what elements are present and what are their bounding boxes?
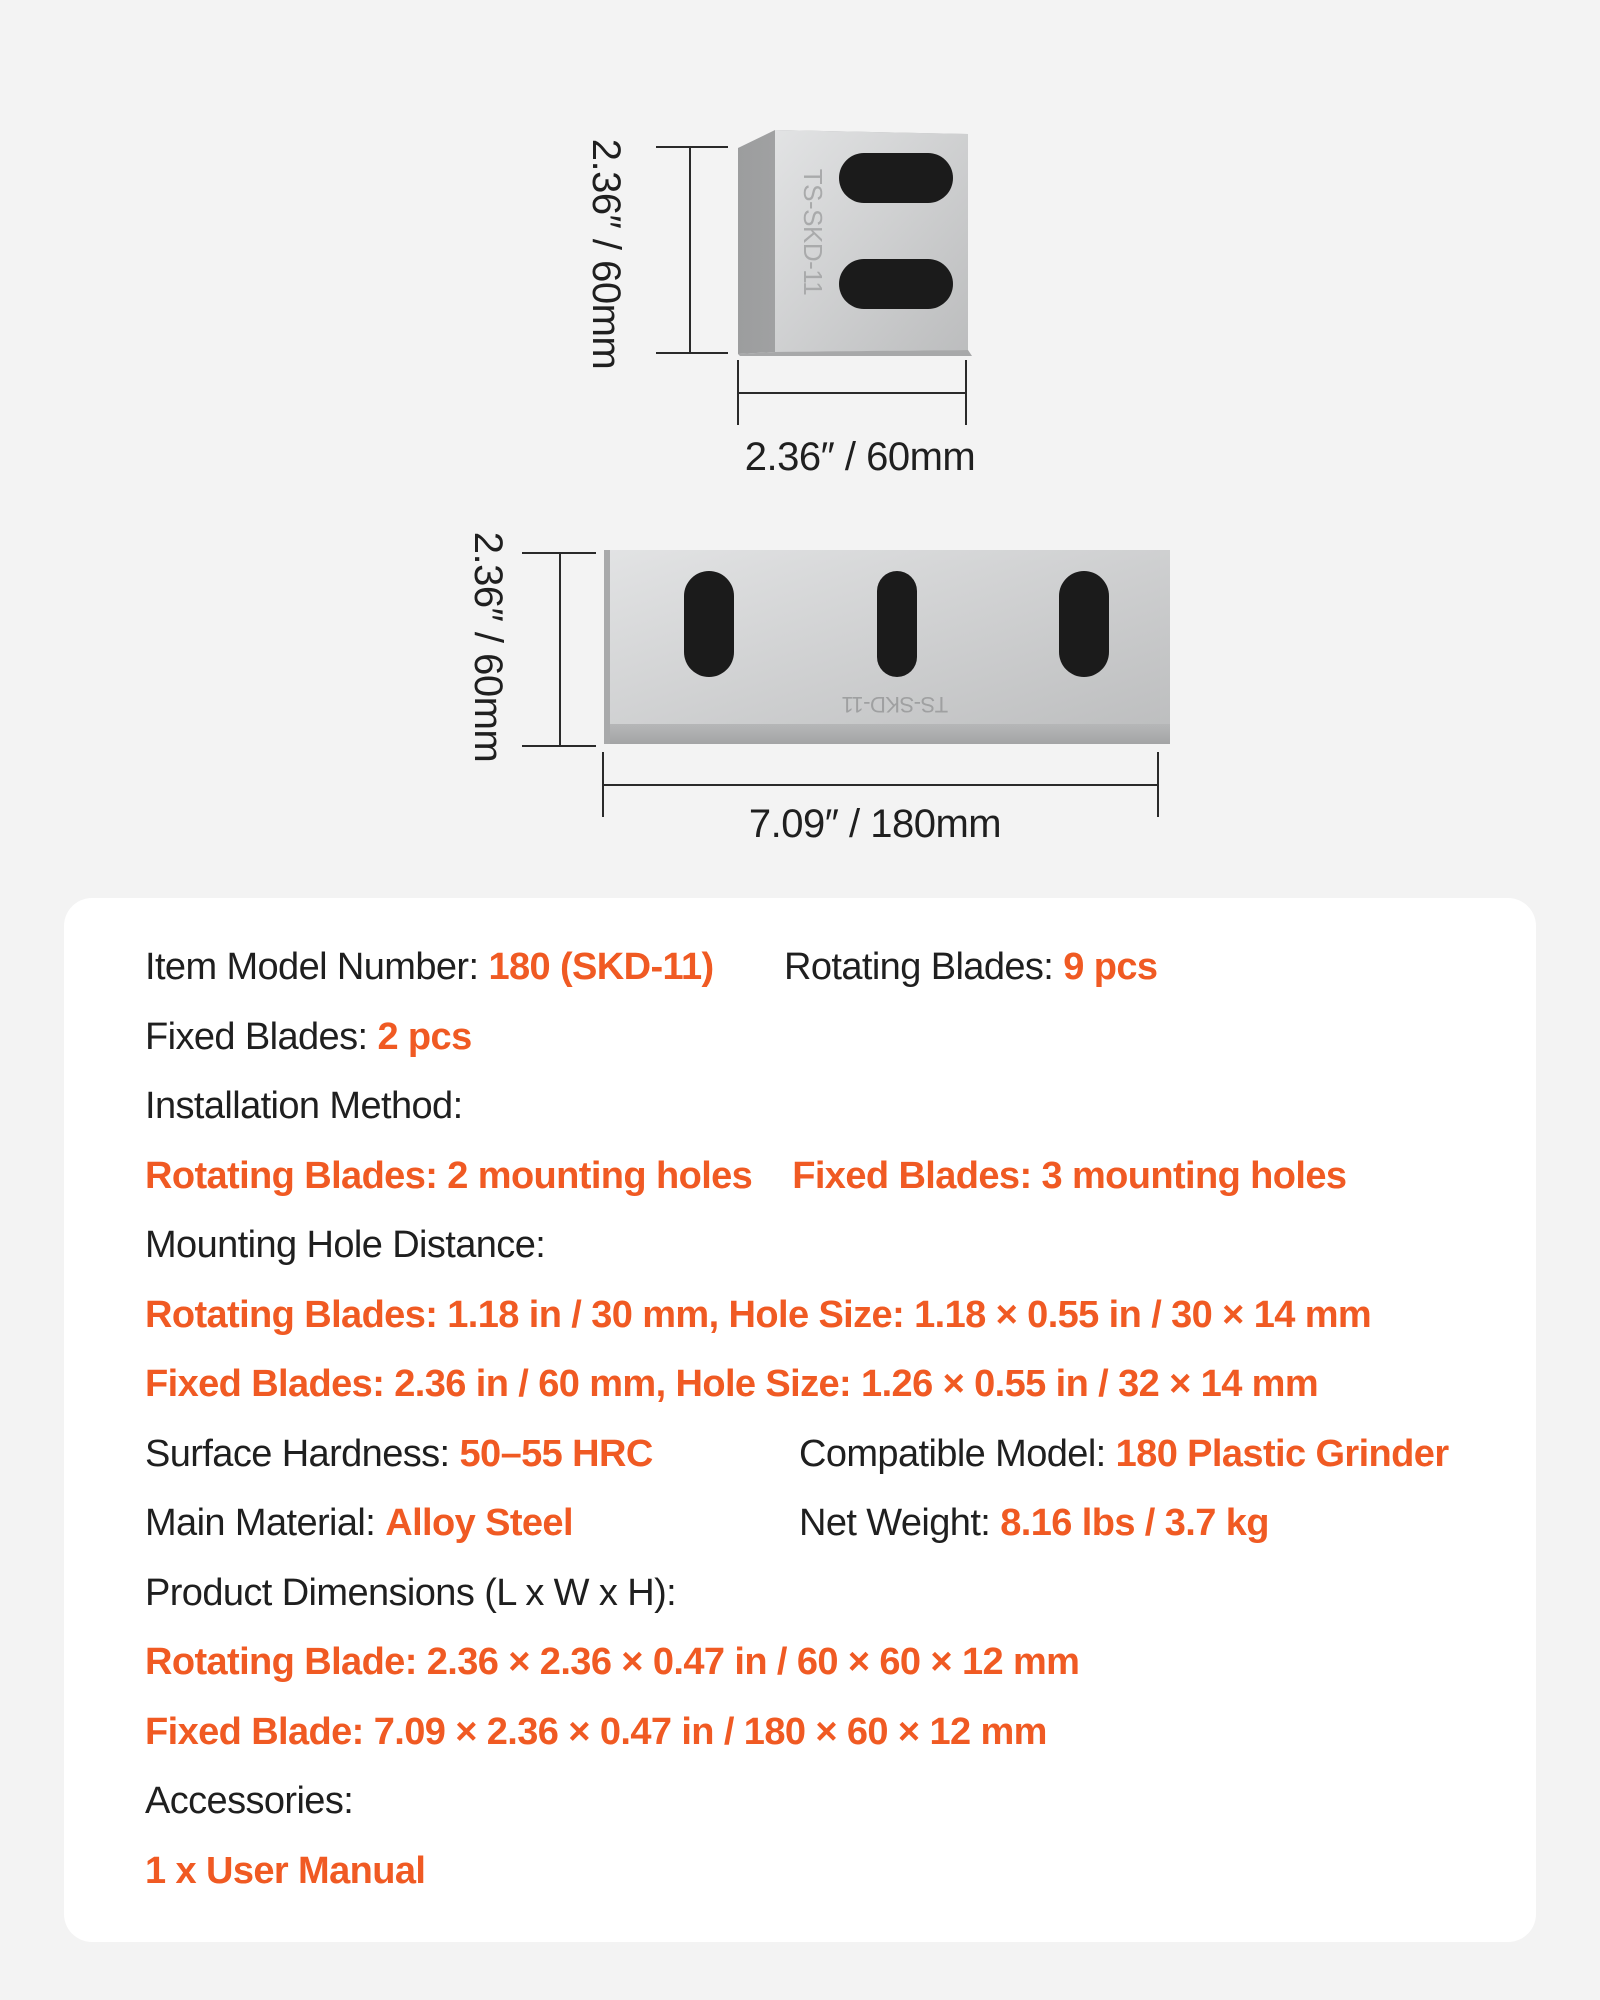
spec-install-key: Installation Method: bbox=[145, 1085, 463, 1127]
spec-hardness-key: Surface Hardness: bbox=[145, 1433, 450, 1475]
fixed-blade-engraving: TS-SKD-11 bbox=[841, 692, 949, 717]
spec-material-row bbox=[145, 1500, 1269, 1546]
spec-hole-fixed: Fixed Blades: 2.36 in / 60 mm, Hole Size: 1.26 × 0.55 in / 32 × 14 mm bbox=[145, 1363, 1319, 1405]
spec-fixed-value: 2 pcs bbox=[377, 1016, 472, 1058]
spec-hardness-row bbox=[145, 1431, 1449, 1477]
spec-dims-key: Product Dimensions (L x W x H): bbox=[145, 1572, 677, 1614]
spec-acc-row bbox=[145, 1778, 353, 1824]
mounting-hole bbox=[1059, 571, 1109, 677]
spec-card bbox=[64, 898, 1536, 1942]
spec-weight bbox=[799, 1500, 1269, 1546]
rotating-height-label: 2.36″ / 60mm bbox=[584, 138, 628, 370]
spec-model-key: Item Model Number: bbox=[145, 946, 479, 988]
spec-model-value: 180 (SKD-11) bbox=[488, 946, 714, 988]
fixed-length-label: 7.09″ / 180mm bbox=[748, 802, 1002, 846]
rotating-width-dimension bbox=[738, 360, 966, 425]
spec-hardness-value: 50–55 HRC bbox=[459, 1433, 653, 1475]
mounting-hole bbox=[839, 259, 953, 309]
rotating-height-dimension bbox=[656, 147, 728, 353]
rotating-width-label: 2.36″ / 60mm bbox=[744, 435, 976, 479]
spec-hole-rotating: Rotating Blades: 1.18 in / 30 mm, Hole Size: 1.18 × 0.55 in / 30 × 14 mm bbox=[145, 1294, 1372, 1336]
rotating-blade bbox=[738, 130, 972, 356]
spec-compat bbox=[799, 1431, 1449, 1477]
spec-weight-key: Net Weight: bbox=[799, 1502, 991, 1544]
spec-compat-value: 180 Plastic Grinder bbox=[1115, 1433, 1449, 1475]
mounting-hole bbox=[684, 571, 734, 677]
spec-rotating-value: 9 pcs bbox=[1063, 946, 1158, 988]
rotating-blade-engraving: TS-SKD-11 bbox=[798, 168, 828, 296]
spec-material-value: Alloy Steel bbox=[385, 1502, 573, 1544]
spec-dims-row bbox=[145, 1570, 676, 1616]
mounting-hole bbox=[877, 571, 917, 677]
fixed-height-dimension bbox=[522, 553, 596, 746]
spec-rotating-count bbox=[784, 944, 1157, 990]
fixed-height-label: 2.36″ / 60mm bbox=[466, 531, 510, 763]
spec-acc-value: 1 x User Manual bbox=[145, 1850, 426, 1892]
spec-install-values bbox=[145, 1153, 1346, 1199]
spec-material-key: Main Material: bbox=[145, 1502, 376, 1544]
spec-hole-row bbox=[145, 1222, 545, 1268]
spec-install-row bbox=[145, 1083, 463, 1129]
spec-dims-rotating: Rotating Blade: 2.36 × 2.36 × 0.47 in / 60 × 60 × 12 mm bbox=[145, 1641, 1080, 1683]
spec-rotating-key: Rotating Blades: bbox=[784, 946, 1054, 988]
spec-fixed-key: Fixed Blades: bbox=[145, 1016, 368, 1058]
spec-compat-key: Compatible Model: bbox=[799, 1433, 1106, 1475]
mounting-hole bbox=[839, 153, 953, 203]
spec-model-row bbox=[145, 944, 1158, 990]
spec-acc-key: Accessories: bbox=[145, 1780, 354, 1822]
spec-install-rotating: Rotating Blades: 2 mounting holes bbox=[145, 1155, 753, 1197]
spec-hole-key: Mounting Hole Distance: bbox=[145, 1224, 546, 1266]
spec-weight-value: 8.16 lbs / 3.7 kg bbox=[1000, 1502, 1269, 1544]
spec-dims-fixed: Fixed Blade: 7.09 × 2.36 × 0.47 in / 180 × 60 × 12 mm bbox=[145, 1711, 1047, 1753]
spec-install-fixed: Fixed Blades: 3 mounting holes bbox=[792, 1155, 1347, 1197]
spec-fixed-row bbox=[145, 1014, 472, 1060]
blade-dimension-figure bbox=[0, 0, 1600, 880]
